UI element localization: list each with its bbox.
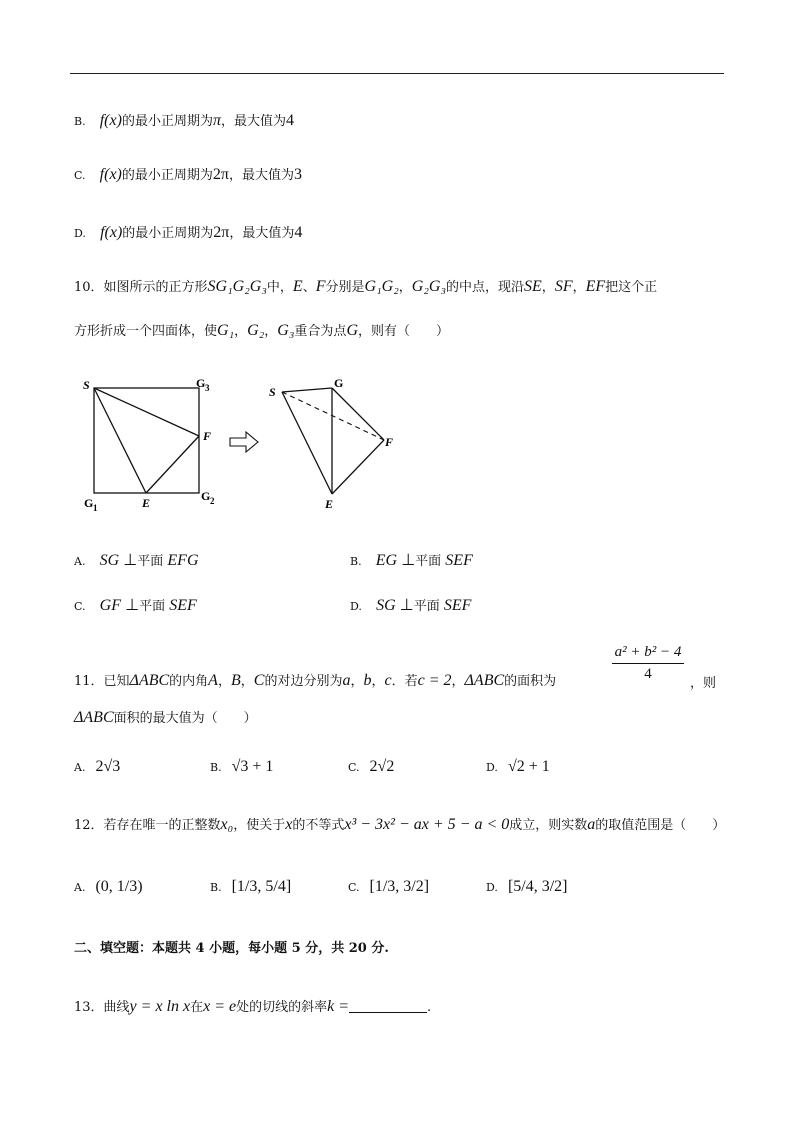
text: ，使关于 [233,818,286,833]
edge-ef [332,440,384,494]
text: 重合为点 [294,324,347,339]
option-label: B. [350,555,362,568]
label-g2-sub: 2 [210,496,215,506]
option-label: A. [74,555,86,568]
math: SG [99,552,120,569]
option-value: √3 + 1 [231,758,274,775]
text: 的内角 [169,674,209,689]
max-value: 4 [285,112,294,129]
edge-sg [282,388,332,392]
option-label: A. [74,761,86,774]
label-e: E [142,496,151,510]
text: ， [541,280,555,295]
option-value: 2√3 [95,758,121,775]
option-value: [5/4, 3/2] [507,878,568,895]
text: 平面 [415,554,442,569]
math: B [230,672,241,689]
q12-option-b [210,878,291,896]
text: ，最大值为 [229,226,295,241]
answer-blank[interactable] [349,1000,427,1013]
text: 的取值范围是（ ） [595,818,726,833]
question-number: 13．曲线 [74,1000,130,1015]
option-value: [1/3, 5/4] [231,878,292,895]
period-value: 2π [213,224,230,241]
text: 方形折成一个四面体，使 [74,324,218,339]
q11-option-a [74,758,120,776]
math: EF [585,278,606,295]
tetra-label-f: F [385,435,394,449]
math: EFG [167,552,199,569]
function-fx: f(x) [99,112,122,129]
text: ，则 [690,676,717,691]
text: ， [264,324,278,339]
math: EG [375,552,398,569]
option-label: C. [74,169,86,182]
math: SEF [169,597,197,614]
section-heading: 二、填空题：本题共 4 小题，每小题 5 分，共 20 分. [74,941,389,956]
fraction-numerator: a² + b² − 4 [614,644,682,660]
q10-option-b [350,550,473,570]
text: 分别是 [325,280,365,295]
question-number: 12．若存在唯一的正整数 [74,818,221,833]
text: 在 [190,1000,204,1015]
square-outline [94,388,199,493]
label-g1: G [84,496,94,510]
text: ．若 [391,674,418,689]
math: a [587,816,596,833]
math: x³ − 3x² − ax + 5 − a < 0 [344,816,510,833]
math: y = x ln x [129,998,191,1015]
text: 的最小正周期为 [121,114,213,129]
math: ΔABC [74,709,114,726]
text: 的最小正周期为 [122,226,214,241]
text: ， [572,280,586,295]
option-label: C. [348,761,360,774]
text: 的最小正周期为 [121,168,213,183]
fold-line-sf [94,388,199,436]
option-label: D. [74,227,86,240]
question-number: 11．已知 [74,674,130,689]
text: 平面 [137,554,164,569]
fraction-denominator: 4 [644,666,652,682]
math: x [285,816,293,833]
text: 平面 [139,599,166,614]
math: SEF [445,552,473,569]
text: 的面积为 [504,674,557,689]
text: 的不等式 [292,818,345,833]
q10-option-a [74,550,199,570]
edge-sf-hidden [282,392,384,440]
max-value: 3 [293,166,302,183]
text: 面积的最大值为（ ） [113,711,257,726]
edge-se [282,392,332,494]
function-fx: f(x) [99,166,122,183]
text: ， [451,674,465,689]
math: G₃ [277,322,295,339]
period-value: 2π [212,166,229,183]
math: G₂ [247,322,265,339]
perp-symbol: ⊥ [123,552,138,569]
label-g3: G [196,376,206,390]
label-f: F [203,429,212,443]
text: 平面 [413,599,440,614]
math: SG₁G₂G₃ [207,278,267,295]
math: SEF [443,597,472,614]
q9-option-c [74,164,302,184]
math: E [292,278,303,295]
math: c [384,672,392,689]
max-value: 4 [294,224,303,241]
option-label: D. [486,761,498,774]
math: A [208,672,218,689]
question-number: 10．如图所示的正方形 [74,280,208,295]
q13-stem [74,996,431,1016]
q9-option-d [74,222,302,242]
option-value: √2 + 1 [507,758,550,775]
text: ， [398,280,412,295]
math: x₀ [220,816,234,833]
math: SF [554,278,573,295]
math: ΔABC [129,672,170,689]
math: SG [376,597,396,614]
math: G₁ [217,322,235,339]
math: c = 2 [417,672,452,689]
q12-option-a [74,878,143,896]
arrow-icon [230,432,258,452]
q11-option-c [348,758,394,776]
option-label: B. [210,881,222,894]
text: ，最大值为 [228,168,294,183]
period-value: π [212,112,221,129]
option-label: D. [486,881,498,894]
label-g1-sub: 1 [93,503,98,512]
math: b [363,672,372,689]
tetra-label-e: E [325,497,334,511]
math: k = [327,998,350,1015]
q10-stem-line1 [74,276,657,296]
function-fx: f(x) [100,224,123,241]
text: . [427,1000,432,1015]
text: ， [234,324,248,339]
text: 、 [302,280,316,295]
label-g2: G [201,489,211,503]
text: 的对边分别为 [264,674,343,689]
q10-stem-line2 [74,320,449,340]
q11-option-d [486,758,550,776]
text: 的中点，现沿 [446,280,525,295]
q11-option-b [210,758,273,776]
math: C [253,672,265,689]
math: G₁G₂ [364,278,399,295]
q10-option-c [74,595,197,615]
math: F [315,278,326,295]
math: G₂G₃ [411,278,446,295]
option-label: C. [74,600,86,613]
perp-symbol: ⊥ [125,597,140,614]
math: ΔABC [464,672,505,689]
fraction-bar [612,663,684,664]
q10-option-d [350,595,471,615]
option-label: B. [210,761,222,774]
fold-line-se [94,388,146,493]
q9-option-b [74,110,294,130]
option-label: D. [350,600,362,613]
text: 处的切线的斜率 [236,1000,328,1015]
q12-stem [74,814,725,834]
label-g3-sub: 3 [205,383,210,393]
math: x = e [203,998,237,1015]
header-rule [70,73,724,74]
label-s: S [83,378,90,392]
text: ，最大值为 [220,114,286,129]
text: 中， [266,280,293,295]
option-value: (0, 1/3) [95,878,143,895]
q10-figure [80,372,410,512]
q11-stem-line2 [74,707,257,727]
option-value: [1/3, 3/2] [369,878,430,895]
math: SE [524,278,542,295]
text: 成立，则实数 [509,818,588,833]
option-label: C. [348,881,360,894]
q12-option-c [348,878,429,896]
perp-symbol: ⊥ [401,552,416,569]
q11-stem-line1: 11．已知ΔABC的内角A，B，C的对边分别为a，b，c．若c = 2，ΔABC的面积为 [74,672,557,689]
option-label: B. [74,115,86,128]
math: GF [99,597,121,614]
option-value: 2√2 [369,758,395,775]
q11-area-fraction [612,644,684,683]
tetra-label-s: S [269,385,276,399]
option-label: A. [74,881,86,894]
tetra-label-g: G [334,376,344,390]
edge-gf [332,388,384,440]
math: a [342,672,351,689]
math: G [346,322,358,339]
q12-option-d [486,878,567,896]
text: ，则有（ ） [358,324,450,339]
text: 把这个正 [605,280,658,295]
fold-line-ef [146,436,199,493]
perp-symbol: ⊥ [399,597,414,614]
